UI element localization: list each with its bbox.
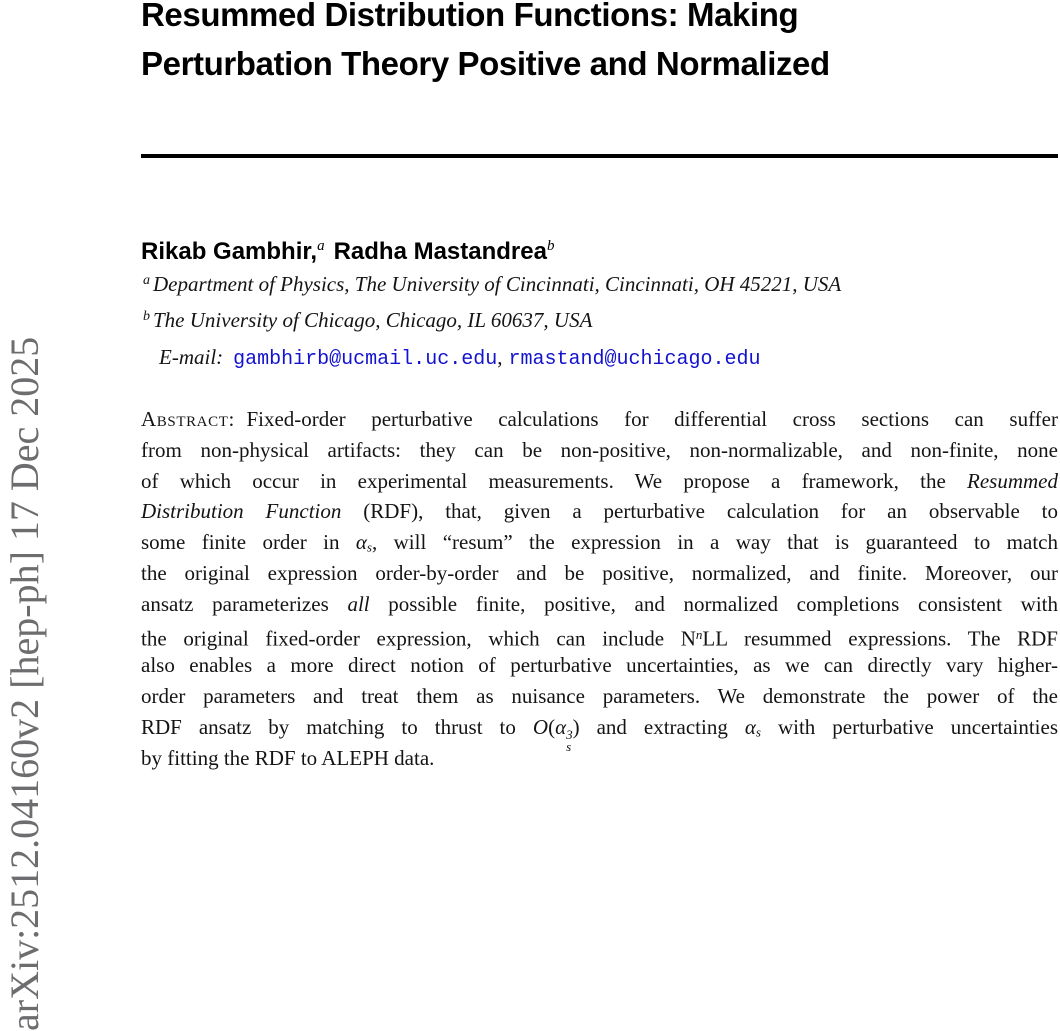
abstract-line (141, 404, 1058, 435)
abstract-text-segment: also enables a more direct notion of perturbative uncertainties, as we can directly vary higher- (141, 653, 1058, 678)
abstract-line (141, 681, 1058, 712)
abstract-label: Abstract: (141, 407, 235, 431)
abstract-text-segment: from non-physical artifacts: they can be non-positive, non-normalizable, and non-finite, none (141, 437, 1058, 462)
abstract-line (141, 620, 1058, 651)
author-name-text: Rikab Gambhir, (141, 238, 318, 265)
abstract-text-segment: n (695, 626, 703, 642)
email-link-1[interactable]: gambhirb@ucmail.uc.edu (233, 348, 498, 371)
arxiv-watermark: arXiv:2512.04160v2 [hep-ph] 17 Dec 2025 (2, 336, 47, 1031)
abstract-text-segment: with perturbative uncertainties (760, 714, 1058, 739)
abstract-text-segment: Distribution Function (141, 499, 342, 524)
email-label: E-mail: (159, 345, 224, 369)
abstract-text-segment: α (555, 714, 567, 739)
abstract-text-segment: s (366, 539, 372, 555)
abstract-text-segment: α (744, 714, 756, 739)
author-affiliation-marker: a (317, 238, 325, 254)
abstract-text-segment: s (755, 724, 761, 740)
paper-title-line1: Resummed Distribution Functions: Making (141, 0, 799, 33)
affiliation-marker: a (143, 273, 150, 288)
email-separator: , (497, 345, 503, 369)
abstract-text-segment: by fitting the RDF to ALEPH data. (141, 745, 435, 770)
paper-title-line2: Perturbation Theory Positive and Normalized (141, 45, 830, 82)
affiliations-block (143, 265, 1058, 336)
author-affiliation-marker: b (546, 238, 555, 254)
abstract-line (141, 466, 1058, 497)
abstract-line (141, 650, 1058, 681)
abstract-line (141, 527, 1058, 558)
affiliation-line (143, 301, 1058, 337)
email-link-2[interactable]: rmastand@uchicago.edu (508, 348, 761, 371)
abstract-text-segment: ( (548, 714, 556, 739)
abstract-text-segment: ansatz parameterizes (141, 591, 348, 616)
abstract-line (141, 743, 1058, 774)
abstract-line (141, 435, 1058, 466)
authors-line (141, 231, 554, 267)
abstract-text-segment: the original fixed-order expression, which can include N (141, 626, 696, 651)
abstract-text-segment: (RDF), that, given a perturbative calculation for an observable to (341, 499, 1059, 524)
abstract-line (141, 496, 1058, 527)
abstract-text-segment: some finite order in (141, 530, 356, 555)
affiliation-line (143, 265, 1058, 301)
abstract-text-segment: α (355, 530, 367, 555)
affiliation-marker: b (143, 308, 150, 324)
abstract-text-segment: O (532, 714, 549, 739)
author-name (141, 238, 325, 265)
abstract-text-segment: Fixed-order perturbative calculations for differential cross sections can suffer (246, 407, 1058, 431)
abstract-text-segment: ) and extracting (572, 714, 745, 739)
abstract-line (141, 589, 1058, 620)
abstract-text-segment: possible finite, positive, and normalized completions consistent with (369, 591, 1059, 616)
affiliation-text: Department of Physics, The University of Cincinnati, Cincinnati, OH 45221, USA (153, 272, 842, 296)
abstract-text-segment: , will “resum” the expression in a way that is guaranteed to match (371, 530, 1058, 555)
abstract-text-segment: all (347, 591, 370, 616)
abstract-text-segment: order parameters and treat them as nuisance parameters. We demonstrate the power of the (141, 684, 1058, 709)
author-name-text: Radha Mastandrea (333, 238, 547, 265)
abstract-line (141, 712, 1058, 754)
title-divider-rule (141, 154, 1058, 158)
abstract-text-segment: of which occur in experimental measurements. We propose a framework, the (141, 468, 968, 493)
paper-title (141, 0, 1060, 88)
author-name (334, 238, 555, 265)
abstract-text-segment: the original expression order-by-order and be positive, normalized, and finite. Moreover, our (141, 560, 1058, 585)
abstract-lines (141, 404, 1058, 774)
math-supsub: 3 s (566, 726, 573, 754)
abstract-block (141, 404, 1058, 774)
abstract-text-segment: Resummed (967, 468, 1058, 493)
abstract-text-segment: LL resummed expressions. The RDF (702, 626, 1058, 651)
abstract-line (141, 558, 1058, 589)
abstract-text-segment: RDF ansatz by matching to thrust to (141, 714, 533, 739)
email-line (159, 342, 761, 375)
affiliation-text: The University of Chicago, Chicago, IL 60637, USA (153, 307, 593, 332)
